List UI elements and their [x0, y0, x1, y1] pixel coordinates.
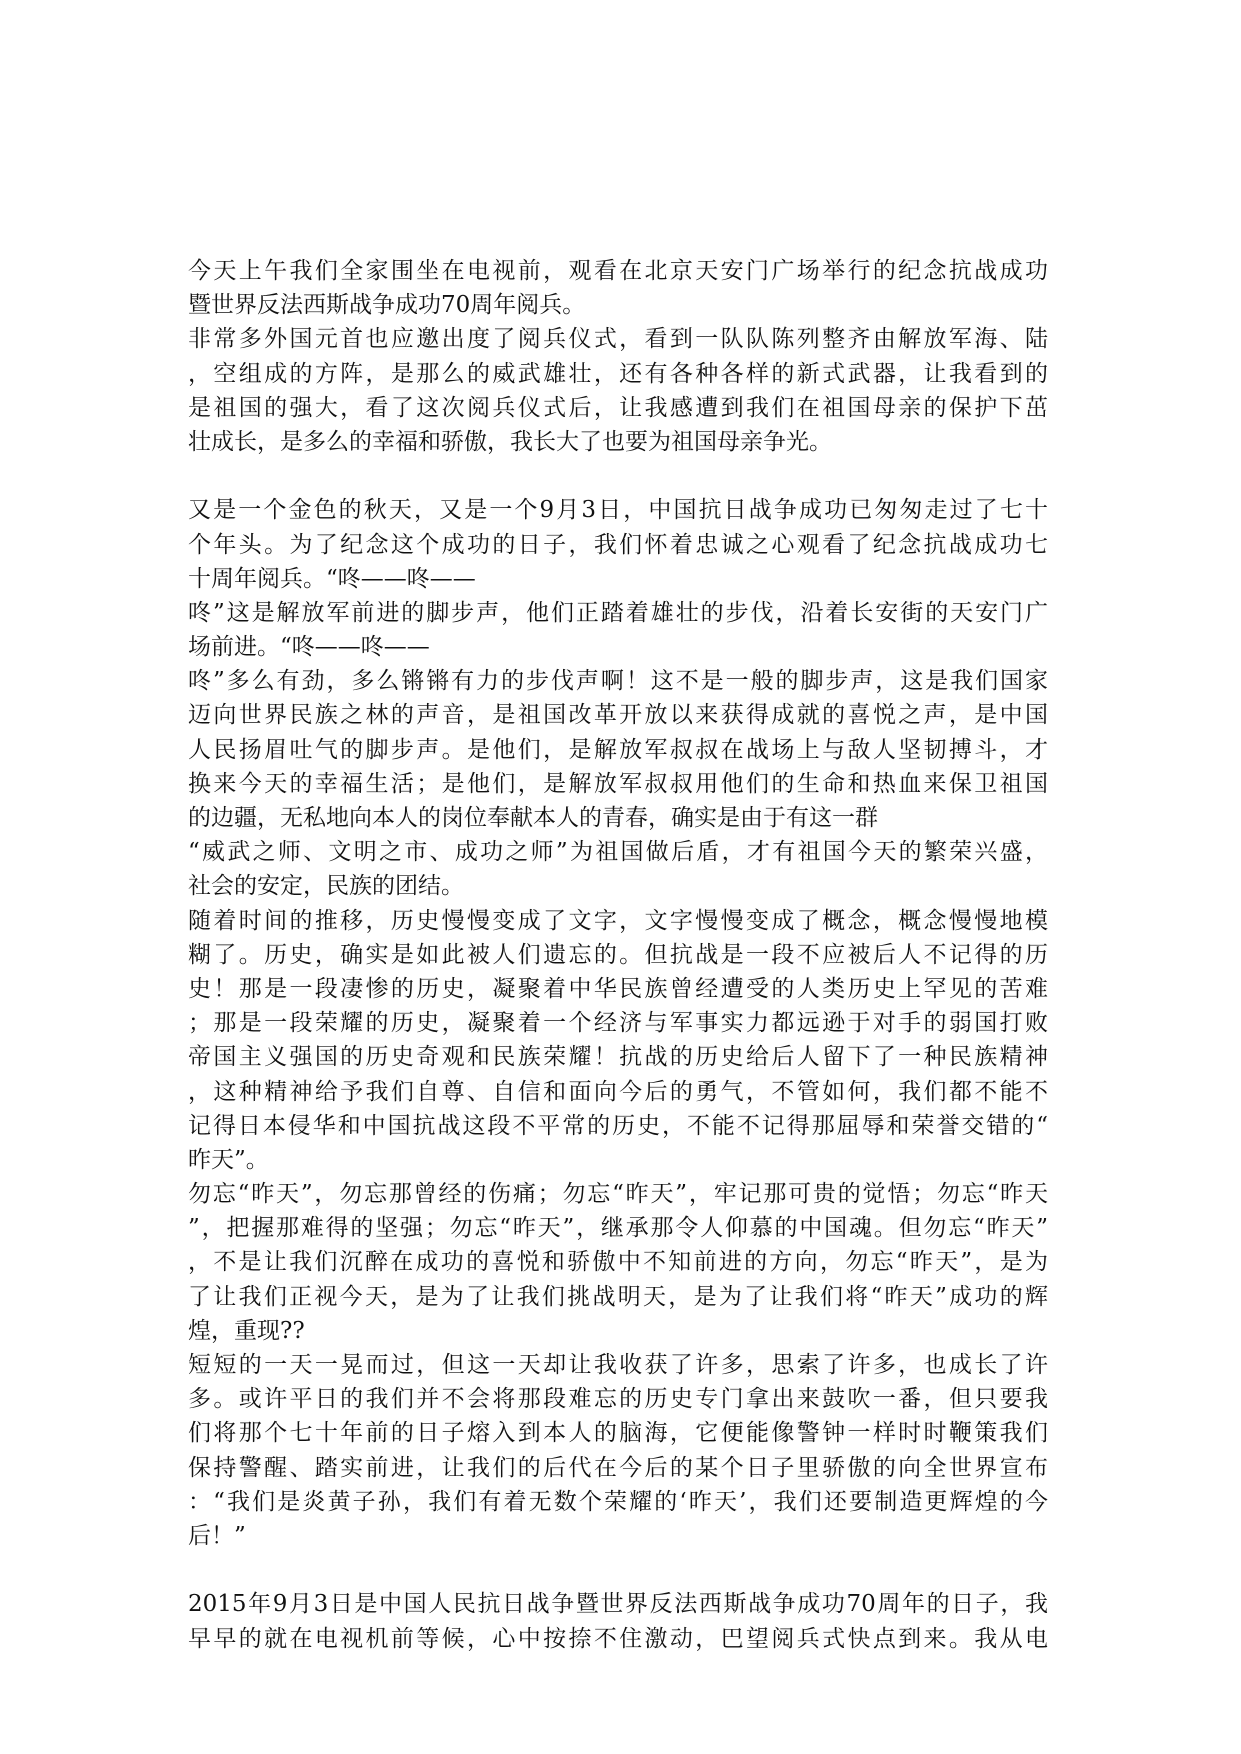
text-line: 勿忘“昨天”，勿忘那曾经的伤痛；勿忘“昨天”，牢记那可贵的觉悟；勿忘“昨天: [188, 1181, 1048, 1208]
text-line: 早早的就在电视机前等候，心中按捺不住激动，巴望阅兵式快点到来。我从电: [188, 1625, 1048, 1652]
text-line: 咚”这是解放军前进的脚步声，他们正踏着雄壮的步伐，沿着长安街的天安门广: [188, 599, 1048, 626]
text-line: 十周年阅兵。“咚——咚——: [188, 565, 476, 592]
text-line: 史！那是一段凄惨的历史，凝聚着中华民族曾经遭受的人类历史上罕见的苦难: [188, 975, 1048, 1002]
text-line: 后！”: [188, 1522, 246, 1549]
text-line: 暨世界反法西斯战争成功70周年阅兵。: [188, 292, 586, 319]
text-line: ，空组成的方阵，是那么的威武雄壮，还有各种各样的新式武器，让我看到的: [188, 360, 1048, 387]
paragraph-gap: [188, 459, 1048, 493]
text-line: 保持警醒、踏实前进，让我们的后代在今后的某个日子里骄傲的向全世界宣布: [188, 1454, 1048, 1481]
text-line: 2015年9月3日是中国人民抗日战争暨世界反法西斯战争成功70周年的日子，我: [188, 1591, 1048, 1618]
text-line: 昨天”。: [188, 1146, 269, 1173]
text-line: 迈向世界民族之林的声音，是祖国改革开放以来获得成就的喜悦之声，是中国: [188, 702, 1048, 729]
text-line: 壮成长，是多么的幸福和骄傲，我长大了也要为祖国母亲争光。: [188, 428, 832, 455]
text-line: 今天上午我们全家围坐在电视前，观看在北京天安门广场举行的纪念抗战成功: [188, 258, 1048, 284]
text-line: 记得日本侵华和中国抗战这段不平常的历史，不能不记得那屈辱和荣誉交错的“: [188, 1112, 1048, 1139]
text-line: “威武之师、文明之市、成功之师”为祖国做后盾，才有祖国今天的繁荣兴盛，: [188, 839, 1048, 866]
text-line: 糊了。历史，确实是如此被人们遗忘的。但抗战是一段不应被后人不记得的历: [188, 941, 1048, 968]
text-line: 个年头。为了纪念这个成功的日子，我们怀着忠诚之心观看了纪念抗战成功七: [188, 531, 1048, 558]
text-line: ，这种精神给予我们自尊、自信和面向今后的勇气，不管如何，我们都不能不: [188, 1078, 1048, 1105]
text-line: 人民扬眉吐气的脚步声。是他们，是解放军叔叔在战场上与敌人坚韧搏斗，才: [188, 736, 1048, 763]
text-line: 煌，重现??: [188, 1317, 305, 1344]
text-line: ：“我们是炎黄子孙，我们有着无数个荣耀的‘昨天’，我们还要制造更辉煌的今: [188, 1488, 1048, 1515]
text-section: [188, 254, 1048, 459]
text-line: 换来今天的幸福生活；是他们，是解放军叔叔用他们的生命和热血来保卫祖国: [188, 770, 1048, 797]
document-body: [188, 254, 1048, 1656]
text-line: ”，把握那难得的坚强；勿忘“昨天”，继承那令人仰慕的中国魂。但勿忘“昨天”: [188, 1215, 1048, 1242]
text-line: 咚”多么有劲，多么锵锵有力的步伐声啊！这不是一般的脚步声，这是我们国家: [188, 668, 1048, 695]
text-line: 的边疆，无私地向本人的岗位奉献本人的青春，确实是由于有这一群: [188, 805, 878, 831]
text-section: [188, 493, 1048, 1553]
text-line: 多。或许平日的我们并不会将那段难忘的历史专门拿出来鼓吹一番，但只要我: [188, 1386, 1048, 1413]
text-line: ；那是一段荣耀的历史，凝聚着一个经济与军事实力都远逊于对手的弱国打败: [188, 1010, 1048, 1037]
text-line: ，不是让我们沉醉在成功的喜悦和骄傲中不知前进的方向，勿忘“昨天”，是为: [188, 1249, 1048, 1276]
text-line: 短短的一天一晃而过，但这一天却让我收获了许多，思索了许多，也成长了许: [188, 1352, 1048, 1378]
text-line: 们将那个七十年前的日子熔入到本人的脑海，它便能像警钟一样时时鞭策我们: [188, 1420, 1048, 1447]
text-section: [188, 1587, 1048, 1655]
text-line: 社会的安定，民族的团结。: [188, 873, 464, 900]
text-line: 非常多外国元首也应邀出度了阅兵仪式，看到一队队陈列整齐由解放军海、陆: [188, 326, 1048, 353]
text-line: 场前进。“咚——咚——: [188, 634, 430, 661]
text-line: 是祖国的强大，看了这次阅兵仪式后，让我感遭到我们在祖国母亲的保护下茁: [188, 394, 1048, 421]
text-line: 了让我们正视今天，是为了让我们挑战明天，是为了让我们将“昨天”成功的辉: [188, 1283, 1048, 1310]
text-line: 随着时间的推移，历史慢慢变成了文字，文字慢慢变成了概念，概念慢慢地模: [188, 907, 1048, 934]
paragraph-gap: [188, 1553, 1048, 1587]
text-line: 帝国主义强国的历史奇观和民族荣耀！抗战的历史给后人留下了一种民族精神: [188, 1044, 1048, 1071]
text-line: 又是一个金色的秋天，又是一个9月3日，中国抗日战争成功已匆匆走过了七十: [188, 497, 1048, 524]
